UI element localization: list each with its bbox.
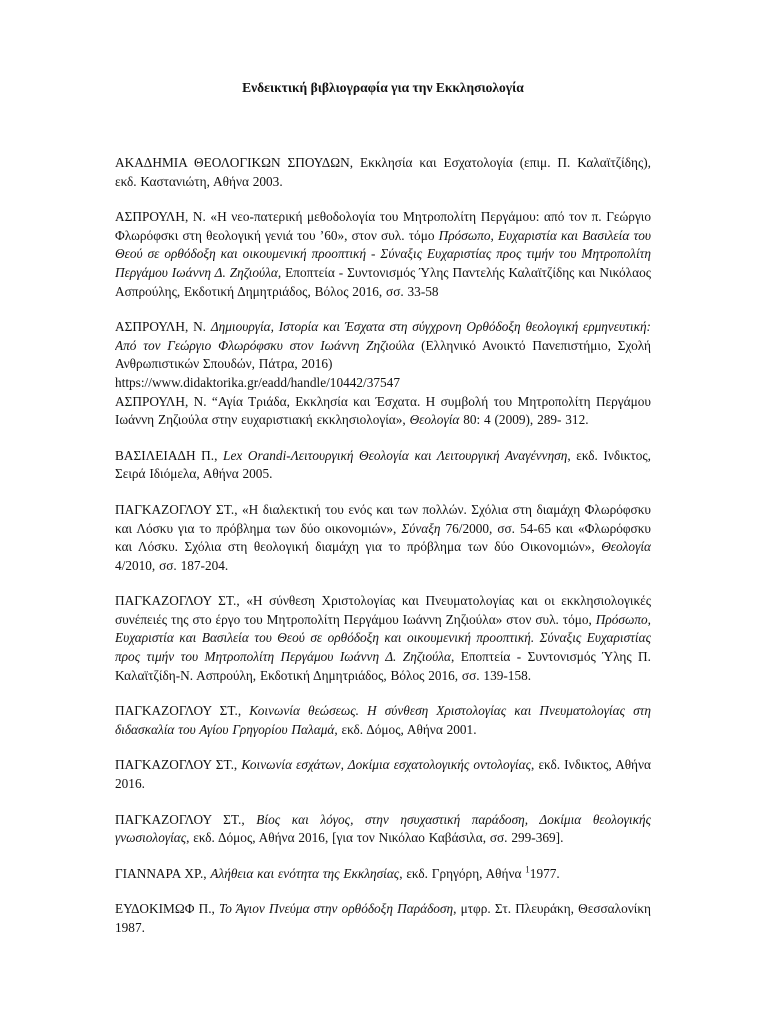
entry-text: ΠΑΓΚΑΖΟΓΛΟΥ ΣΤ., <box>115 703 250 719</box>
entry-text: , μτφρ. Στ. Πλευράκη, Θεσσαλονίκη 1987. <box>115 901 651 935</box>
entry-title-italic: Δημιουργία, Ιστορία και Έσχατα στη σύγχρονη Ορθόδοξη θεολογική ερμηνευτική: Από τον Γεώργιο Φλωρόφσκυ στον Ιωάννη Ζηζιούλα <box>115 319 651 353</box>
entry-text: 80: 4 (2009), 289- 312. <box>459 412 589 428</box>
entry-title-italic: Θεολογία <box>601 539 651 555</box>
bibliography-list <box>115 154 651 938</box>
entry-title-italic: Πρόσωπο, Ευχαριστία και Βασιλεία του Θεού σε ορθόδοξη και οικουμενική προοπτική - Σύναξις Ευχαριστίας προς τιμήν του Μητροπολίτη Περγάμου Ιωάννη Δ. Ζηζιούλα <box>115 227 651 280</box>
document-title: Ενδεικτική βιβλιογραφία για την Εκκλησιολογία <box>242 80 524 95</box>
bibliography-entry <box>115 447 651 484</box>
bibliography-entry <box>115 154 651 191</box>
entry-text: ΑΣΠΡΟΥΛΗ, Ν. <box>115 319 211 335</box>
bibliography-entry <box>115 702 651 739</box>
bibliography-entry <box>115 592 651 685</box>
bibliography-entry <box>115 208 651 301</box>
entry-title-italic: Το Άγιον Πνεύμα στην ορθόδοξη Παράδοση <box>219 901 454 917</box>
entry-text: ΠΑΓΚΑΖΟΓΛΟΥ ΣΤ., «Η διαλεκτική του ενός και των πολλών. Σχόλια στη διαμάχη Φλωρόφσκυ και Λόσκυ για το πρόβλημα των δύο οικονομιών», <box>115 501 651 536</box>
entry-text: , εκδ. Ινδικτος, Αθήνα 2016. <box>115 757 651 792</box>
entry-text: , Εποπτεία - Συντονισμός Ύλης Π. Καλαϊτζίδη-Ν. Ασπρούλη, Εκδοτική Δημητριάδος, Βόλος 2016, σσ. 139-158. <box>115 649 651 683</box>
entry-text: ΑΣΠΡΟΥΛΗ, Ν. “Αγία Τριάδα, Εκκλησία και Έσχατα. Η συμβολή του Μητροπολίτη Περγάμου Ιωάννη Ζηζιούλα στην ευχαριστιακή εκκλησιολογία», <box>115 393 651 428</box>
bibliography-entry <box>115 865 651 884</box>
entry-text: ΠΑΓΚΑΖΟΓΛΟΥ ΣΤ., «Η σύνθεση Χριστολογίας και Πνευματολογίας και οι εκκλησιολογικές συνέπειές της στο έργο του Μητροπολίτη Περγάμου Ιωάννη Ζηζιούλα» στον συλ. τόμο, <box>115 593 651 627</box>
entry-title-italic: Αλήθεια και ενότητα της Εκκλησίας <box>210 865 400 881</box>
entry-title-italic: Πρόσωπο, Ευχαριστία και Βασιλεία του Θεού σε ορθόδοξη και οικουμενική προοπτική. Σύναξις Ευχαριστίας προς τιμήν του Μητροπολίτη Περγάμου Ιωάννη Δ. Ζηζιούλα <box>115 611 651 665</box>
document-page <box>115 78 651 1018</box>
bibliography-entry <box>115 900 651 937</box>
entry-title-italic: Σύναξη <box>401 520 441 536</box>
entry-text: ΕΥΔΟΚΙΜΩΦ Π., <box>115 901 220 917</box>
entry-text: ΠΑΓΚΑΖΟΓΛΟΥ ΣΤ., <box>115 757 242 773</box>
entry-text: ΓΙΑΝΝΑΡΑ ΧΡ., <box>115 865 211 881</box>
entry-text: 1977. <box>529 865 560 881</box>
entry-text: ΑΣΠΡΟΥΛΗ, Ν. «Η νεο-πατερική μεθοδολογία του Μητροπολίτη Περγάμου: από τον π. Γεώργιο Φλωρόφσκι στη θεολογική γενιά του ’60», στον συλ. τόμο <box>115 209 651 243</box>
edition-superscript: 1 <box>525 864 530 875</box>
entry-title-italic: Κοινωνία θεώσεως. Η σύνθεση Χριστολογίας και Πνευματολογίας στη διδασκαλία του Αγίου Γρηγορίου Παλαμά <box>115 703 651 737</box>
entry-title-italic: Κοινωνία εσχάτων, Δοκίμια εσχατολογικής οντολογίας <box>241 757 532 773</box>
entry-title-italic: Βίος και λόγος, στην ησυχαστική παράδοση, Δοκίμια θεολογικής γνωσιολογίας <box>115 811 651 846</box>
entry-text: , εκδ. Δόμος, Αθήνα 2001. <box>334 721 477 737</box>
entry-url-link[interactable]: https://www.didaktorika.gr/eadd/handle/10442/37547 <box>115 374 400 390</box>
entry-text: ΠΑΓΚΑΖΟΓΛΟΥ ΣΤ., <box>115 811 257 827</box>
entry-text: ΒΑΣΙΛΕΙΑΔΗ Π., <box>115 447 224 463</box>
entry-text: , εκδ. Δόμος, Αθήνα 2016, [για τον Νικόλαο Καβάσιλα, σσ. 299-369]. <box>186 830 564 846</box>
entry-text: , εκδ. Γρηγόρη, Αθήνα <box>399 865 526 881</box>
bibliography-entry <box>115 811 651 848</box>
bibliography-entry <box>115 501 651 575</box>
bibliography-entry <box>115 318 651 392</box>
entry-text: ΑΚΑΔΗΜΙΑ ΘΕΟΛΟΓΙΚΩΝ ΣΠΟΥΔΩΝ, Εκκλησία και Εσχατολογία (επιμ. Π. Καλαϊτζίδης), εκδ. Καστανιώτη, Αθήνα 2003. <box>115 155 651 189</box>
entry-text: 76/2000, σσ. 54-65 και «Φλωρόφσκυ και Λόσκυ. Σχόλια στη θεολογική διαμάχη για το πρόβλημα των δύο Οικονομιών», <box>115 520 651 555</box>
entry-text: , εκδ. Ινδικτος, Σειρά Ιδιόμελα, Αθήνα 2005. <box>115 447 651 482</box>
entry-text: , Εποπτεία - Συντονισμός Ύλης Παντελής Καλαϊτζίδης και Νικόλαος Ασπρούλης, Εκδοτική Δημητριάδος, Βόλος 2016, σσ. 33-58 <box>115 264 651 299</box>
entry-text: (Ελληνικό Ανοικτό Πανεπιστήμιο, Σχολή Ανθρωπιστικών Σπουδών, Πάτρα, 2016) <box>115 337 651 372</box>
bibliography-entry <box>115 756 651 793</box>
entry-title-italic: Lex Orandi-Λειτουργική Θεολογία και Λειτουργική Αναγέννηση <box>223 447 568 463</box>
bibliography-entry <box>115 393 651 430</box>
entry-title-italic: Θεολογία <box>409 412 460 428</box>
entry-text: 4/2010, σσ. 187-204. <box>115 557 229 573</box>
